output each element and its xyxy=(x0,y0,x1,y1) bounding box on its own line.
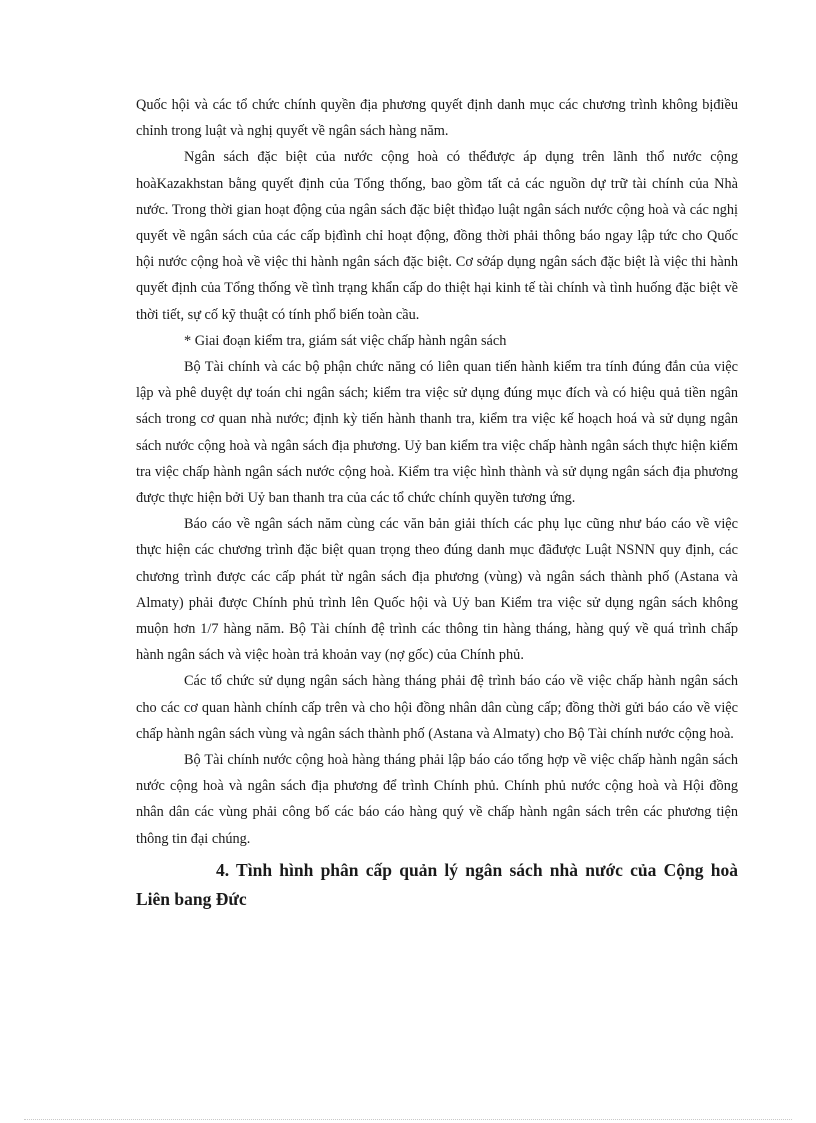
document-page xyxy=(136,92,738,914)
paragraph-5: Báo cáo về ngân sách năm cùng các văn bản giải thích các phụ lục cũng như báo cáo về việc thực hiện các chương trình đặc biệt quan trọng theo đúng danh mục đãđược Luật NSNN quy định, các chương trình được các cấp phát từ ngân sách địa phương (vùng) và ngân sách thành phố (Astana và Almaty) phải được Chính phủ trình lên Quốc hội và Uỷ ban Kiểm tra việc sử dụng ngân sách không muộn hơn 1/7 hàng năm. Bộ Tài chính đệ trình các thông tin hàng tháng, hàng quý về quá trình chấp hành ngân sách và việc hoàn trả khoản vay (nợ gốc) của Chính phủ. xyxy=(136,516,738,664)
page-bottom-divider xyxy=(24,1119,792,1120)
section-heading: 4. Tình hình phân cấp quản lý ngân sách nhà nước của Cộng hoà Liên bang Đức xyxy=(136,859,738,909)
paragraph-2: Ngân sách đặc biệt của nước cộng hoà có thểđược áp dụng trên lãnh thổ nước cộng hoàKazakhstan bằng quyết định của Tổng thống, bao gồm tất cả các nguồn dự trữ tài chính của Nhà nước. Trong thời gian hoạt động của ngân sách đặc biệt thìđạo luật ngân sách nước cộng hoà và các nghị quyết về ngân sách của các cấp bịđình chỉ hoạt động, đồng thời phải thông báo ngay lập tức cho Quốc hội nước cộng hoà về việc thi hành ngân sách đặc biệt. Cơ sởáp dụng ngân sách đặc biệt là việc thi hành quyết định của Tổng thống về tình trạng khẩn cấp do thiệt hại kinh tế tài chính và tình huống đặc biệt về thời tiết, sự cố kỹ thuật có tính phổ biến toàn cầu. xyxy=(136,149,738,323)
paragraph-1: Quốc hội và các tổ chức chính quyền địa phương quyết định danh mục các chương trình không bịđiều chỉnh trong luật và nghị quyết về ngân sách hàng năm. xyxy=(136,97,738,140)
paragraph-7: Bộ Tài chính nước cộng hoà hàng tháng phải lập báo cáo tổng hợp về việc chấp hành ngân sách nước cộng hoà và ngân sách địa phương để trình Chính phủ. Chính phủ nước cộng hoà và Hội đồng nhân dân các vùng phải công bố các báo cáo hàng quý về chấp hành ngân sách trên các phương tiện thông tin đại chúng. xyxy=(136,752,738,847)
paragraph-3: * Giai đoạn kiểm tra, giám sát việc chấp hành ngân sách xyxy=(184,332,507,349)
paragraph-6: Các tổ chức sử dụng ngân sách hàng tháng phải đệ trình báo cáo về việc chấp hành ngân sách cho các cơ quan hành chính cấp trên và cho hội đồng nhân dân cùng cấp; đồng thời gửi báo cáo về việc chấp hành ngân sách vùng và ngân sách thành phố (Astana và Almaty) cho Bộ Tài chính nước cộng hoà. xyxy=(136,673,738,742)
paragraph-4: Bộ Tài chính và các bộ phận chức năng có liên quan tiến hành kiểm tra tính đúng đắn của việc lập và phê duyệt dự toán chi ngân sách; kiểm tra việc sử dụng đúng mục đích và có hiệu quả tiền ngân sách trong cơ quan nhà nước; định kỳ tiến hành thanh tra, kiểm tra việc kế hoạch hoá và sử dụng ngân sách nước cộng hoà và ngân sách địa phương. Uỷ ban kiểm tra việc chấp hành ngân sách thực hiện kiểm tra việc chấp hành ngân sách nước cộng hoà. Kiểm tra việc hình thành và sử dụng ngân sách địa phương được thực hiện bởi Uỷ ban thanh tra của các tổ chức chính quyền tương ứng. xyxy=(136,359,738,507)
